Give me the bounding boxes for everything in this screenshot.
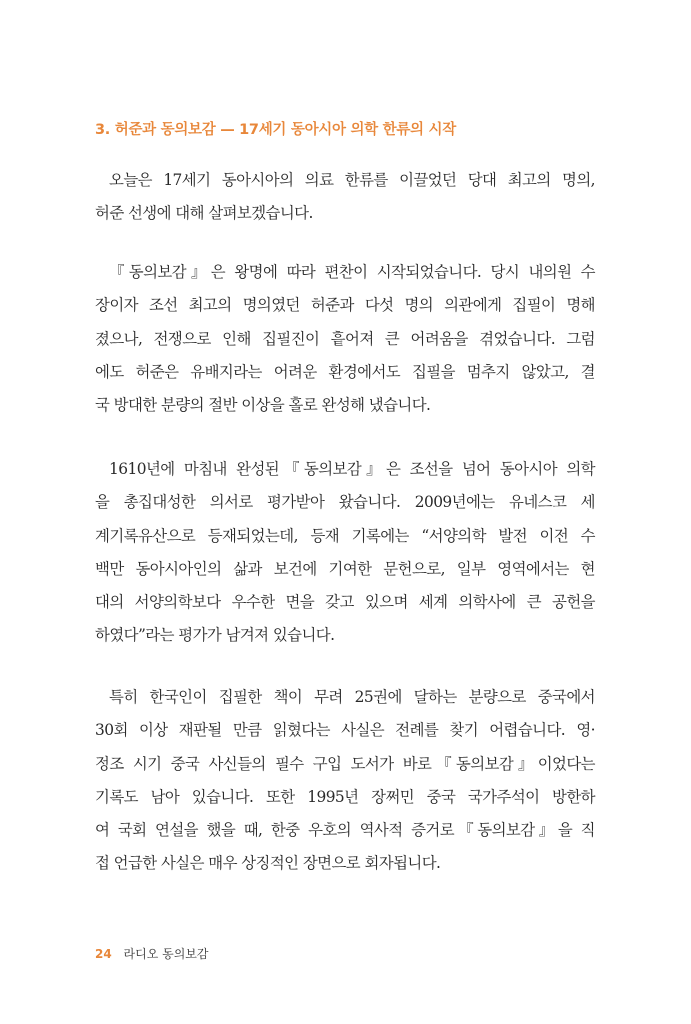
paragraph-line: 졌으나, 전쟁으로 인해 집필진이 흩어져 큰 어려움을 겪었습니다. 그럼 [95, 329, 595, 348]
paragraph-line: 1610년에 마침내 완성된『동의보감』은 조선을 넘어 동아시아 의학 [109, 460, 595, 478]
paragraph-line: 30회 이상 재판될 만큼 읽혔다는 사실은 전례를 찾기 어렵습니다. 영· [95, 721, 595, 740]
paragraph-line: 여 국회 연설을 했을 때, 한중 우호의 역사적 증거로『동의보감』을 직 [95, 821, 595, 840]
paragraph-4 [95, 681, 595, 881]
section-heading: 3. 허준과 동의보감 — 17세기 동아시아 의학 한류의 시작 [95, 122, 456, 138]
paragraph-line: 하였다”라는 평가가 남겨져 있습니다. [95, 626, 335, 645]
paragraph-line: 에도 허준은 유배지라는 어려운 환경에서도 집필을 멈추지 않았고, 결 [95, 362, 595, 381]
paragraph-line: 특히 한국인이 집필한 책이 무려 25권에 달하는 분량으로 중국에서 [109, 688, 595, 706]
paragraph-line: 계기록유산으로 등재되었는데, 등재 기록에는 “서양의학 발전 이전 수 [95, 526, 595, 545]
paragraph-line: 허준 선생에 대해 살펴보겠습니다. [95, 204, 313, 223]
page-footer [95, 945, 209, 962]
paragraph-line: 국 방대한 분량의 절반 이상을 홀로 완성해 냈습니다. [95, 396, 431, 415]
paragraph-line: 접 언급한 사실은 매우 상징적인 장면으로 회자됩니다. [95, 854, 441, 873]
paragraph-line: 기록도 남아 있습니다. 또한 1995년 장쩌민 중국 국가주석이 방한하 [95, 787, 595, 806]
paragraph-line: 대의 서양의학보다 우수한 면을 갖고 있으며 세계 의학사에 큰 공헌을 [95, 593, 595, 612]
paragraph-line: 을 총집대성한 의서로 평가받아 왔습니다. 2009년에는 유네스코 세 [95, 493, 595, 512]
page-number: 24 [95, 947, 112, 961]
paragraph-line: 장이자 조선 최고의 명의였던 허준과 다섯 명의 의관에게 집필이 명해 [95, 296, 595, 315]
running-title: 라디오 동의보감 [123, 947, 209, 961]
paragraph-line: 오늘은 17세기 동아시아의 의료 한류를 이끌었던 당대 최고의 명의, [109, 171, 595, 189]
paragraph-line: 백만 동아시아인의 삶과 보건에 기여한 문헌으로, 일부 영역에서는 현 [95, 559, 595, 578]
paragraph-3 [95, 453, 595, 653]
paragraph-line: 『동의보감』은 왕명에 따라 편찬이 시작되었습니다. 당시 내의원 수 [109, 263, 595, 281]
paragraph-2 [95, 256, 595, 422]
paragraph-1 [95, 164, 595, 231]
paragraph-line: 정조 시기 중국 사신들의 필수 구입 도서가 바로『동의보감』이었다는 [95, 754, 595, 773]
